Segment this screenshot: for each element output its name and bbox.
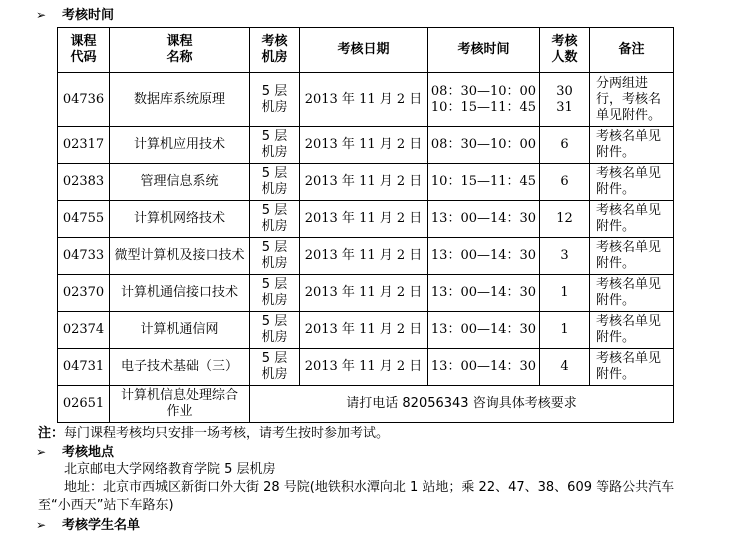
note-cell: 分两组进行，考核名单见附件。	[590, 73, 674, 127]
course-code-cell: 04736	[58, 73, 110, 127]
exam-room-cell: 5 层 机房	[250, 312, 300, 349]
course-name-cell: 计算机通信接口技术	[110, 275, 250, 312]
exam-time-cell: 08：30—10：00 10：15—11：45	[428, 73, 540, 127]
header-note: 备注	[590, 28, 674, 73]
exam-date-cell: 2013 年 11 月 2 日	[300, 238, 428, 275]
exam-count-cell: 3	[540, 238, 590, 275]
exam-time-cell: 13：00—14：30	[428, 275, 540, 312]
footnote	[38, 425, 389, 443]
section-heading-exam-time	[36, 6, 114, 24]
merged-contact-cell: 请打电话 82056343 咨询具体考核要求	[250, 386, 674, 423]
exam-date-cell: 2013 年 11 月 2 日	[300, 312, 428, 349]
note-cell: 考核名单见附件。	[590, 201, 674, 238]
exam-count-cell: 6	[540, 164, 590, 201]
note-cell: 考核名单见附件。	[590, 275, 674, 312]
table-row	[58, 238, 674, 275]
section-title: 考核地点	[62, 445, 115, 460]
note-cell: 考核名单见附件。	[590, 312, 674, 349]
table-row	[58, 127, 674, 164]
course-name-cell: 数据库系统原理	[110, 73, 250, 127]
table-row	[58, 312, 674, 349]
exam-room-cell: 5 层 机房	[250, 349, 300, 386]
table-row	[58, 164, 674, 201]
course-code-cell: 04755	[58, 201, 110, 238]
course-name-cell: 计算机网络技术	[110, 201, 250, 238]
course-name-cell: 管理信息系统	[110, 164, 250, 201]
exam-date-cell: 2013 年 11 月 2 日	[300, 275, 428, 312]
table-row	[58, 275, 674, 312]
header-exam-time: 考核时间	[428, 28, 540, 73]
exam-date-cell: 2013 年 11 月 2 日	[300, 201, 428, 238]
exam-date-cell: 2013 年 11 月 2 日	[300, 127, 428, 164]
place-address: 地址：北京市西城区新街口外大街 28 号院(地铁积水潭向北 1 站地；乘 22、47、38、609 等路公共汽车	[64, 480, 675, 495]
note-cell: 考核名单见附件。	[590, 238, 674, 275]
place-address-cont: 至“小西天”站下车路东)	[38, 498, 174, 513]
course-code-cell: 04731	[58, 349, 110, 386]
header-course-code: 课程 代码	[58, 28, 110, 73]
table-row	[58, 201, 674, 238]
exam-room-cell: 5 层 机房	[250, 164, 300, 201]
exam-schedule-table	[57, 27, 674, 423]
course-name-cell: 计算机应用技术	[110, 127, 250, 164]
exam-time-cell: 13：00—14：30	[428, 238, 540, 275]
course-name-cell: 计算机信息处理综合作业	[110, 386, 250, 423]
course-name-cell: 微型计算机及接口技术	[110, 238, 250, 275]
section-title: 考核学生名单	[62, 518, 141, 533]
section-heading-exam-place	[36, 443, 114, 461]
course-code-cell: 02370	[58, 275, 110, 312]
exam-count-cell: 1	[540, 312, 590, 349]
note-cell: 考核名单见附件。	[590, 127, 674, 164]
exam-room-cell: 5 层 机房	[250, 127, 300, 164]
exam-date-cell: 2013 年 11 月 2 日	[300, 164, 428, 201]
exam-room-cell: 5 层 机房	[250, 275, 300, 312]
exam-room-cell: 5 层 机房	[250, 201, 300, 238]
exam-time-cell: 10：15—11：45	[428, 164, 540, 201]
exam-room-cell: 5 层 机房	[250, 73, 300, 127]
header-course-name: 课程 名称	[110, 28, 250, 73]
exam-date-cell: 2013 年 11 月 2 日	[300, 73, 428, 127]
course-code-cell: 02317	[58, 127, 110, 164]
footnote-label: 注：	[38, 426, 65, 441]
exam-time-cell: 13：00—14：30	[428, 312, 540, 349]
exam-time-cell: 13：00—14：30	[428, 201, 540, 238]
course-name-cell: 电子技术基础（三）	[110, 349, 250, 386]
exam-time-cell: 13：00—14：30	[428, 349, 540, 386]
note-cell: 考核名单见附件。	[590, 164, 674, 201]
course-name-cell: 计算机通信网	[110, 312, 250, 349]
arrow-bullet-icon: ➢	[36, 445, 47, 459]
header-exam-count: 考核 人数	[540, 28, 590, 73]
course-code-cell: 02651	[58, 386, 110, 423]
exam-count-cell: 1	[540, 275, 590, 312]
header-exam-date: 考核日期	[300, 28, 428, 73]
arrow-bullet-icon: ➢	[36, 8, 47, 22]
table-row	[58, 349, 674, 386]
table-header-row	[58, 28, 674, 73]
arrow-bullet-icon: ➢	[36, 518, 47, 532]
section-heading-student-list	[36, 516, 140, 534]
table-row-last	[58, 386, 674, 423]
note-cell: 考核名单见附件。	[590, 349, 674, 386]
exam-count-cell: 6	[540, 127, 590, 164]
exam-count-cell: 4	[540, 349, 590, 386]
exam-time-cell: 08：30—10：00	[428, 127, 540, 164]
footnote-text: 每门课程考核均只安排一场考核，请考生按时参加考试。	[64, 426, 390, 441]
exam-room-cell: 5 层 机房	[250, 238, 300, 275]
header-exam-room: 考核 机房	[250, 28, 300, 73]
exam-count-cell: 12	[540, 201, 590, 238]
course-code-cell: 02383	[58, 164, 110, 201]
course-code-cell: 04733	[58, 238, 110, 275]
exam-date-cell: 2013 年 11 月 2 日	[300, 349, 428, 386]
exam-count-cell: 30 31	[540, 73, 590, 127]
section-title: 考核时间	[62, 8, 115, 23]
course-code-cell: 02374	[58, 312, 110, 349]
table-row	[58, 73, 674, 127]
place-name: 北京邮电大学网络教育学院 5 层机房	[64, 462, 276, 477]
